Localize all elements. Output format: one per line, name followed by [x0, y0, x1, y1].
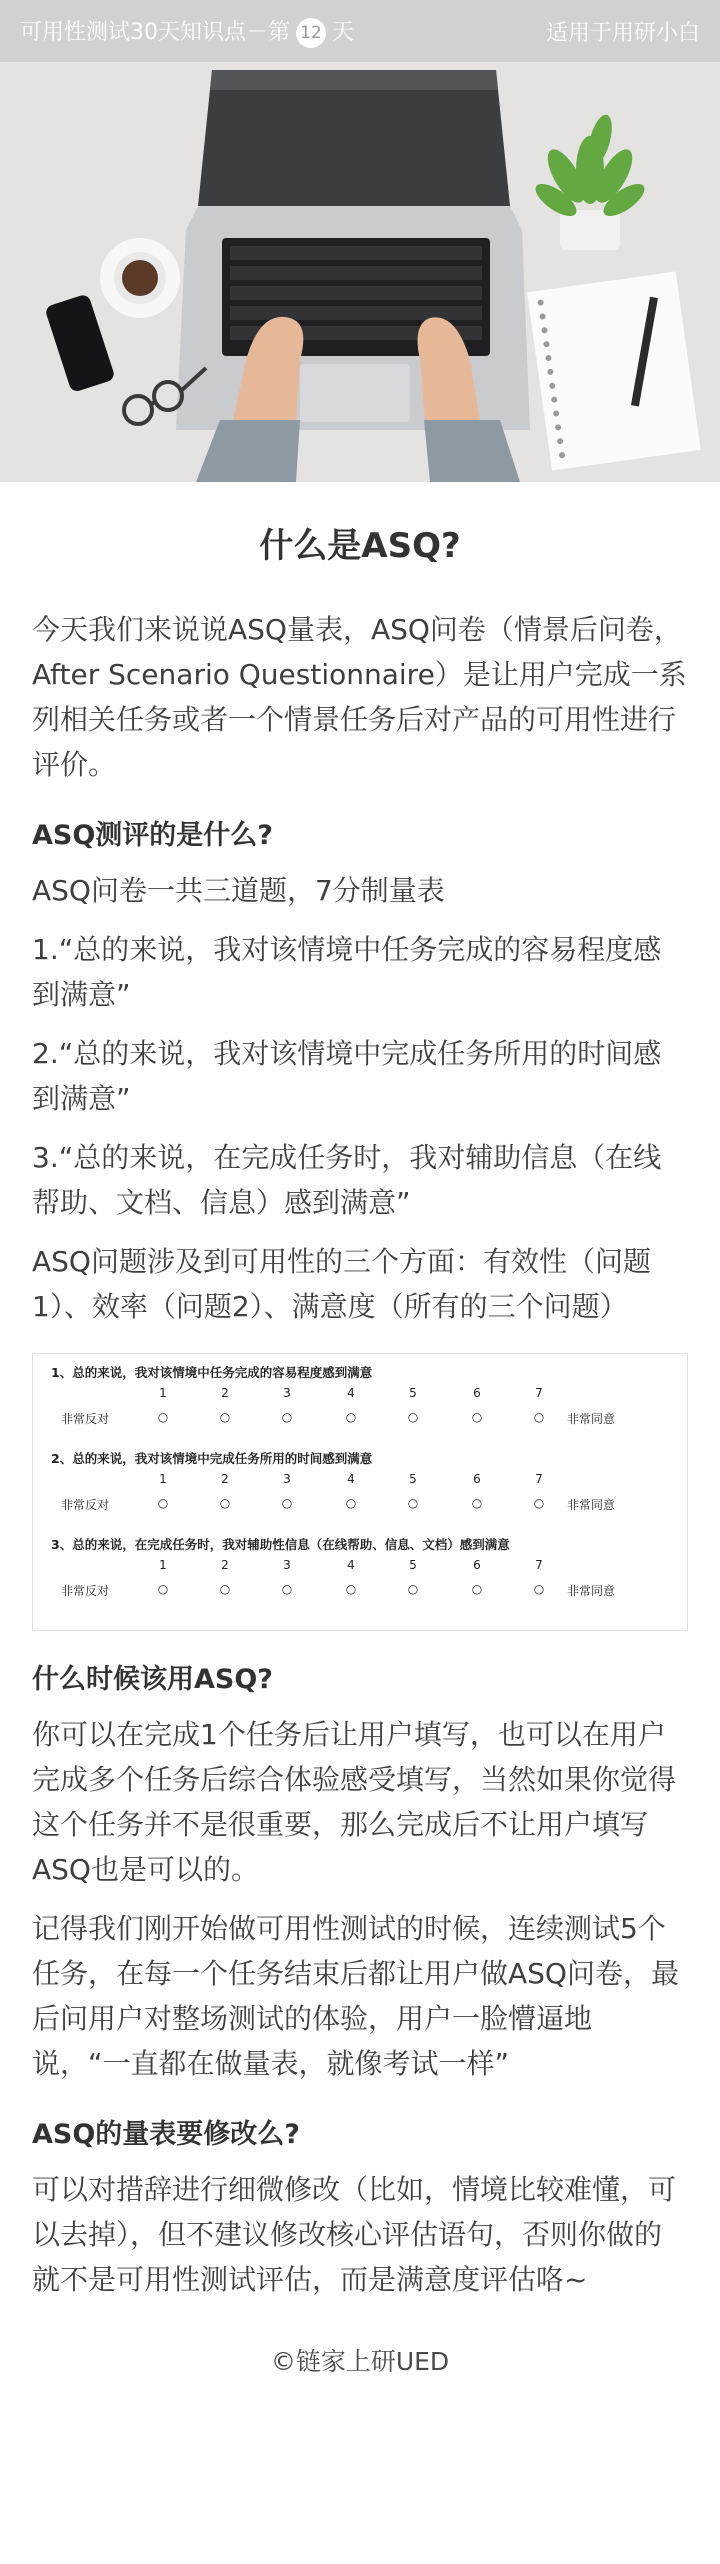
scale-number: 7	[535, 1558, 543, 1572]
high-label: 非常同意	[567, 1584, 616, 1598]
questionnaire-item	[51, 1534, 669, 1620]
low-label: 非常反对	[61, 1498, 110, 1512]
scale-number: 4	[347, 1558, 355, 1572]
series-prefix: 可用性测试30天知识点－第	[20, 19, 290, 45]
scale-number: 6	[473, 1386, 481, 1400]
paragraph: ASQ问卷一共三道题，7分制量表	[32, 874, 445, 907]
radio-option: ○	[345, 1410, 357, 1424]
question-item: 1.“总的来说，我对该情境中任务完成的容易程度感到满意”	[32, 933, 662, 1011]
section-heading-modify: ASQ的量表要修改么?	[32, 2119, 300, 2150]
scale-number: 6	[473, 1558, 481, 1572]
radio-option: ○	[219, 1410, 231, 1424]
scale-number: 3	[283, 1386, 291, 1400]
scale-number: 1	[159, 1558, 167, 1572]
scale-number: 3	[283, 1558, 291, 1572]
radio-option: ○	[281, 1410, 293, 1424]
scale-number: 7	[535, 1472, 543, 1486]
day-suffix: 天	[332, 19, 355, 45]
radio-option: ○	[471, 1410, 483, 1424]
radio-option: ○	[157, 1582, 169, 1596]
paragraph: 可以对措辞进行细微修改（比如，情境比较难懂，可以去掉），但不建议修改核心评估语句，否则你做的就不是可用性测试评估，而是满意度评估咯~	[32, 2173, 677, 2296]
hero-caption-bar	[0, 0, 720, 62]
audience-label: 适用于用研小白	[545, 20, 700, 46]
question-item: 2.“总的来说，我对该情境中完成任务所用的时间感到满意”	[32, 1037, 662, 1115]
scale-number: 2	[221, 1386, 229, 1400]
low-label: 非常反对	[61, 1412, 110, 1426]
radio-option: ○	[281, 1582, 293, 1596]
hero-banner	[0, 0, 720, 482]
day-badge: 12	[296, 18, 326, 48]
radio-option: ○	[345, 1582, 357, 1596]
radio-option: ○	[407, 1410, 419, 1424]
questionnaire-question: 2、总的来说，我对该情境中完成任务所用的时间感到满意	[51, 1451, 373, 1466]
radio-option: ○	[219, 1496, 231, 1510]
questionnaire-question: 1、总的来说，我对该情境中任务完成的容易程度感到满意	[51, 1365, 373, 1380]
copyright-footer: ©链家上研UED	[270, 2347, 450, 2376]
section-heading-when: 什么时候该用ASQ?	[32, 1664, 273, 1695]
asq-questionnaire-image	[32, 1353, 688, 1631]
radio-option: ○	[407, 1496, 419, 1510]
scale-number: 5	[409, 1558, 417, 1572]
radio-option: ○	[157, 1496, 169, 1510]
scale-number: 4	[347, 1472, 355, 1486]
page-title: 什么是ASQ?	[259, 526, 461, 566]
paragraph: 你可以在完成1个任务后让用户填写，也可以在用户完成多个任务后综合体验感受填写，当然如果你觉得这个任务并不是很重要，那么完成后不让用户填写ASQ也是可以的。	[32, 1718, 677, 1886]
scale-number: 5	[409, 1472, 417, 1486]
scale-number: 4	[347, 1386, 355, 1400]
section-heading-what: ASQ测评的是什么?	[32, 820, 273, 851]
scale-number: 1	[159, 1386, 167, 1400]
questionnaire-item	[51, 1362, 669, 1448]
low-label: 非常反对	[61, 1584, 110, 1598]
scale-number: 6	[473, 1472, 481, 1486]
radio-option: ○	[533, 1410, 545, 1424]
high-label: 非常同意	[567, 1498, 616, 1512]
radio-option: ○	[533, 1496, 545, 1510]
radio-option: ○	[407, 1582, 419, 1596]
series-title	[20, 15, 354, 48]
intro-paragraph: 今天我们来说说ASQ量表，ASQ问卷（情景后问卷，After Scenario Questionnaire）是让用户完成一系列相关任务或者一个情景任务后对产品的可用性进行评价。	[32, 613, 687, 781]
radio-option: ○	[471, 1496, 483, 1510]
scale-number: 2	[221, 1472, 229, 1486]
radio-option: ○	[345, 1496, 357, 1510]
radio-option: ○	[281, 1496, 293, 1510]
paragraph: ASQ问题涉及到可用性的三个方面：有效性（问题1）、效率（问题2）、满意度（所有的三个问题）	[32, 1245, 651, 1323]
radio-option: ○	[219, 1582, 231, 1596]
questionnaire-item	[51, 1448, 669, 1534]
scale-number: 1	[159, 1472, 167, 1486]
radio-option: ○	[157, 1410, 169, 1424]
scale-number: 5	[409, 1386, 417, 1400]
high-label: 非常同意	[567, 1412, 616, 1426]
scale-number: 2	[221, 1558, 229, 1572]
desk-illustration	[0, 0, 720, 482]
question-item: 3.“总的来说，在完成任务时，我对辅助信息（在线帮助、文档、信息）感到满意”	[32, 1141, 662, 1219]
scale-number: 3	[283, 1472, 291, 1486]
radio-option: ○	[471, 1582, 483, 1596]
scale-number: 7	[535, 1386, 543, 1400]
article-body	[0, 518, 720, 2378]
radio-option: ○	[533, 1582, 545, 1596]
questionnaire-question: 3、总的来说，在完成任务时，我对辅助性信息（在线帮助、信息、文档）感到满意	[51, 1537, 510, 1552]
paragraph: 记得我们刚开始做可用性测试的时候，连续测试5个任务，在每一个任务结束后都让用户做ASQ问卷，最后问用户对整场测试的体验，用户一脸懵逼地说，“一直都在做量表，就像考试一样”	[32, 1912, 679, 2080]
